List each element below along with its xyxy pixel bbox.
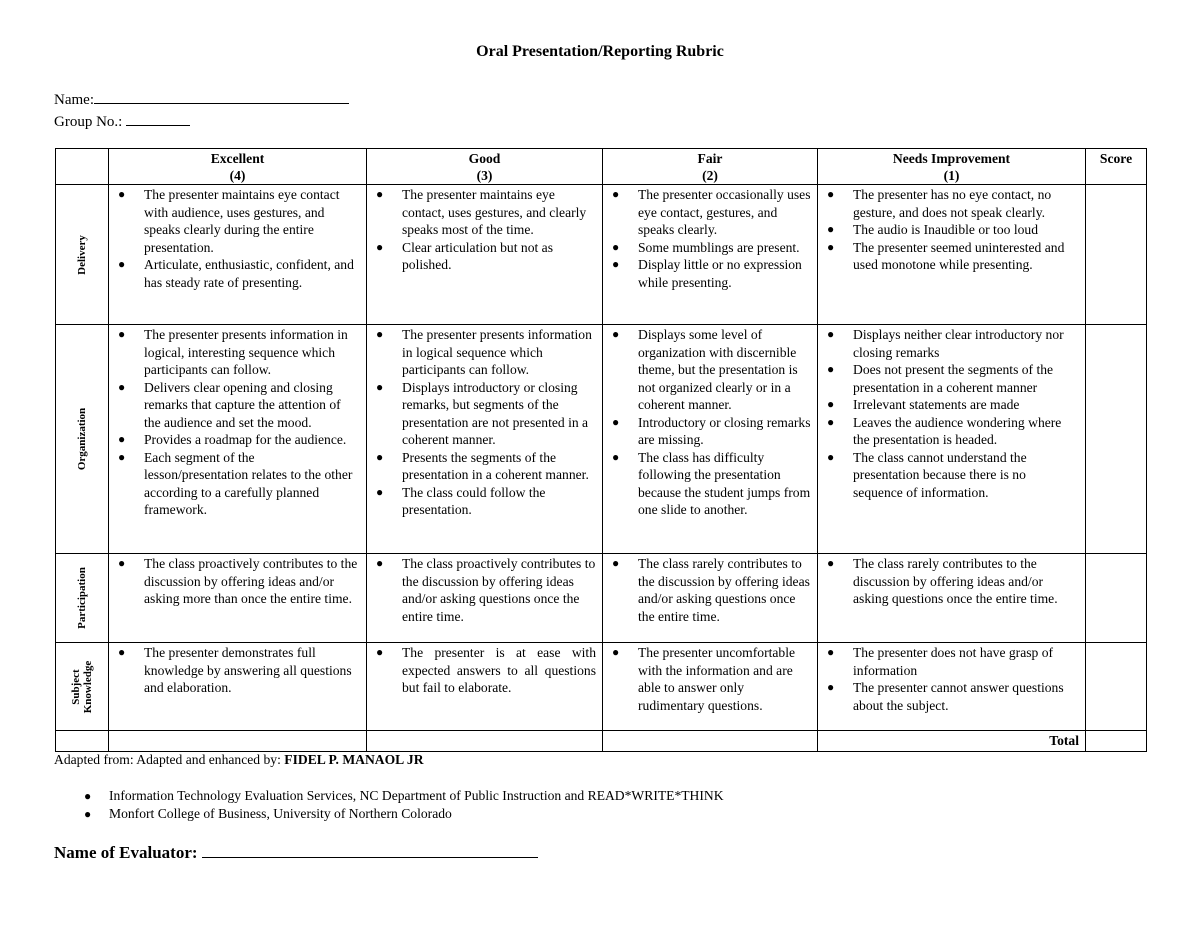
evaluator-label: Name of Evaluator: [54,843,198,862]
criteria-item: ● The class cannot understand the presentation because there is no sequence of information. [827,449,1027,500]
bullet-icon: ● [118,432,126,446]
criteria-cell-good [367,643,603,731]
bullet-icon: ● [612,239,620,254]
rubric-row-delivery [56,185,1147,325]
bullet-icon: ● [827,680,835,694]
total-score-cell [1086,731,1147,752]
criteria-cell-fair [603,325,818,554]
criteria-item: ● The class rarely contributes to the discussion by offering ideas and/or asking questions once the entire time. [612,556,810,624]
criteria-item: ● The presenter does not have grasp of information [827,645,1054,678]
group-field [54,110,190,131]
adapted-credit [54,752,424,768]
name-label: Name: [54,92,94,108]
criteria-item: ● The audio is Inaudible or too loud [827,222,1038,237]
category-cell [56,554,109,643]
category-label: Participation [76,567,88,629]
bullet-icon: ● [827,414,835,429]
bullet-icon: ● [612,556,620,570]
criteria-cell-excellent [109,185,367,325]
score-cell [1086,643,1147,731]
bullet-icon: ● [376,484,384,499]
bullet-icon: ● [118,187,126,201]
score-cell [1086,325,1147,554]
group-label: Group No.: [54,114,123,130]
corner-cell [56,149,109,185]
criteria-item: ● The presenter presents information in logical, interesting sequence which participants can follow. [118,327,348,377]
criteria-item: ● The class rarely contributes to the discussion by offering ideas and/or asking questions once the entire time. [827,556,1058,606]
criteria-item: ● The presenter is at ease with expected answers to all questions but fail to elaborate. [376,645,596,695]
criteria-cell-excellent [109,643,367,731]
bullet-icon: ● [827,449,835,464]
criteria-item: ● The presenter uncomfortable with the information and are able to answer only rudimentary questions. [612,645,796,713]
bullet-icon: ● [827,187,835,201]
criteria-cell-needs-improvement [818,643,1086,731]
bullet-icon: ● [376,379,384,394]
criteria-item: ● Displays some level of organization with discernible theme, but the presentation is not organized clearly or in a coherent manner. [612,327,798,412]
rubric-row-participation [56,554,1147,643]
bullet-icon: ● [376,449,384,464]
header-score: Score [1086,149,1147,185]
bullet-icon: ● [827,327,835,341]
header-row [56,149,1147,185]
bullet-icon: ● [612,449,620,464]
bullet-icon: ● [827,645,835,659]
bullet-icon: ● [84,789,92,803]
bullet-icon: ● [118,327,126,341]
bullet-icon: ● [827,362,835,376]
bullet-icon: ● [827,397,835,411]
rubric-row-subject-knowledge [56,643,1147,731]
criteria-item: ● Does not present the segments of the presentation in a coherent manner [827,362,1054,395]
header-needs-improvement: Needs Improvement (1) [818,149,1086,185]
criteria-item: ● Clear articulation but not as polished. [376,239,553,272]
name-blank-line [94,88,349,104]
bullet-icon: ● [376,187,384,201]
criteria-item: ● Delivers clear opening and closing remarks that capture the attention of the audience and set the mood. [118,379,341,430]
criteria-cell-fair [603,185,818,325]
name-field [54,88,349,109]
criteria-item: ● The class proactively contributes to the discussion by offering ideas and/or asking questions once the entire time. [376,556,596,624]
bullet-icon: ● [612,257,620,271]
criteria-cell-excellent [109,325,367,554]
sources-list [54,787,724,823]
bullet-icon: ● [612,414,620,429]
bullet-icon: ● [118,449,126,464]
bullet-icon: ● [376,239,384,254]
criteria-item: ● The presenter has no eye contact, no gesture, and does not speak clearly. [827,187,1052,220]
bullet-icon: ● [118,257,126,271]
criteria-item: ● The presenter presents information in logical sequence which participants can follow. [376,327,592,377]
criteria-item: ● The class has difficulty following the presentation because the student jumps from one slide to another. [612,449,811,517]
criteria-item: ● Displays neither clear introductory nor closing remarks [827,327,1064,360]
criteria-item: ● The presenter demonstrates full knowledge by answering all questions and elaboration. [118,645,352,695]
page-title: Oral Presentation/Reporting Rubric [476,43,724,60]
category-label: Subject Knowledge [70,660,94,713]
evaluator-blank-line [202,841,538,858]
score-cell [1086,554,1147,643]
rubric-row-organization [56,325,1147,554]
criteria-cell-fair [603,643,818,731]
header-good: Good (3) [367,149,603,185]
total-label: Total [818,731,1086,752]
bullet-icon: ● [376,645,384,659]
criteria-item: ● Articulate, enthusiastic, confident, and has steady rate of presenting. [118,257,354,290]
criteria-cell-good [367,554,603,643]
category-cell [56,325,109,554]
bullet-icon: ● [376,327,384,341]
header-fair: Fair (2) [603,149,818,185]
rubric-table [55,148,1147,752]
bullet-icon: ● [84,807,92,821]
criteria-item: ● The presenter seemed uninterested and used monotone while presenting. [827,239,1065,272]
criteria-cell-needs-improvement [818,185,1086,325]
category-cell [56,643,109,731]
criteria-item: ● The presenter occasionally uses eye contact, gestures, and speaks clearly. [612,187,811,237]
criteria-cell-needs-improvement [818,554,1086,643]
category-cell [56,185,109,325]
criteria-item: ● Presents the segments of the presentation in a coherent manner. [376,449,589,482]
criteria-cell-good [367,185,603,325]
criteria-item: ● Introductory or closing remarks are missing. [612,414,811,447]
criteria-item: ● Leaves the audience wondering where the presentation is headed. [827,414,1062,447]
criteria-cell-good [367,325,603,554]
source-item: ● Information Technology Evaluation Services, NC Department of Public Instruction and READ*WRITE*THINK [84,788,724,803]
criteria-item: ● Provides a roadmap for the audience. [118,432,347,447]
criteria-cell-fair [603,554,818,643]
criteria-item: ● Some mumblings are present. [612,239,800,255]
group-blank-line [126,110,190,126]
criteria-item: ● Each segment of the lesson/presentation relates to the other according to a carefully planned framework. [118,449,353,517]
bullet-icon: ● [827,239,835,254]
adapted-prefix: Adapted from: Adapted and enhanced by: [54,752,281,767]
bullet-icon: ● [612,645,620,659]
criteria-item: ● Displays introductory or closing remarks, but segments of the presentation are not presented in a coherent manner. [376,379,589,447]
evaluator-field [54,841,538,863]
bullet-icon: ● [118,645,126,659]
bullet-icon: ● [827,222,835,236]
criteria-item: ● The class could follow the presentation. [376,484,546,517]
bullet-icon: ● [118,556,126,570]
criteria-item: ● The class proactively contributes to the discussion by offering ideas and/or asking more than once the entire time. [118,556,358,606]
adapted-author: FIDEL P. MANAOL JR [284,752,424,767]
category-label: Delivery [76,234,88,275]
criteria-item: ● The presenter cannot answer questions about the subject. [827,680,1064,713]
bullet-icon: ● [118,379,126,394]
category-label: Organization [76,407,88,471]
total-row [56,731,1147,752]
bullet-icon: ● [376,556,384,570]
score-cell [1086,185,1147,325]
bullet-icon: ● [612,327,620,341]
criteria-cell-excellent [109,554,367,643]
source-item: ● Monfort College of Business, University of Northern Colorado [84,806,452,821]
criteria-cell-needs-improvement [818,325,1086,554]
criteria-item: ● Display little or no expression while presenting. [612,257,802,290]
criteria-item: ● The presenter maintains eye contact, uses gestures, and clearly speaks most of the time. [376,187,587,237]
criteria-item: ● Irrelevant statements are made [827,397,1020,412]
bullet-icon: ● [827,556,835,570]
criteria-item: ● The presenter maintains eye contact with audience, uses gestures, and speaks clearly during the entire presentation. [118,187,340,255]
header-excellent: Excellent (4) [109,149,367,185]
bullet-icon: ● [612,187,620,201]
